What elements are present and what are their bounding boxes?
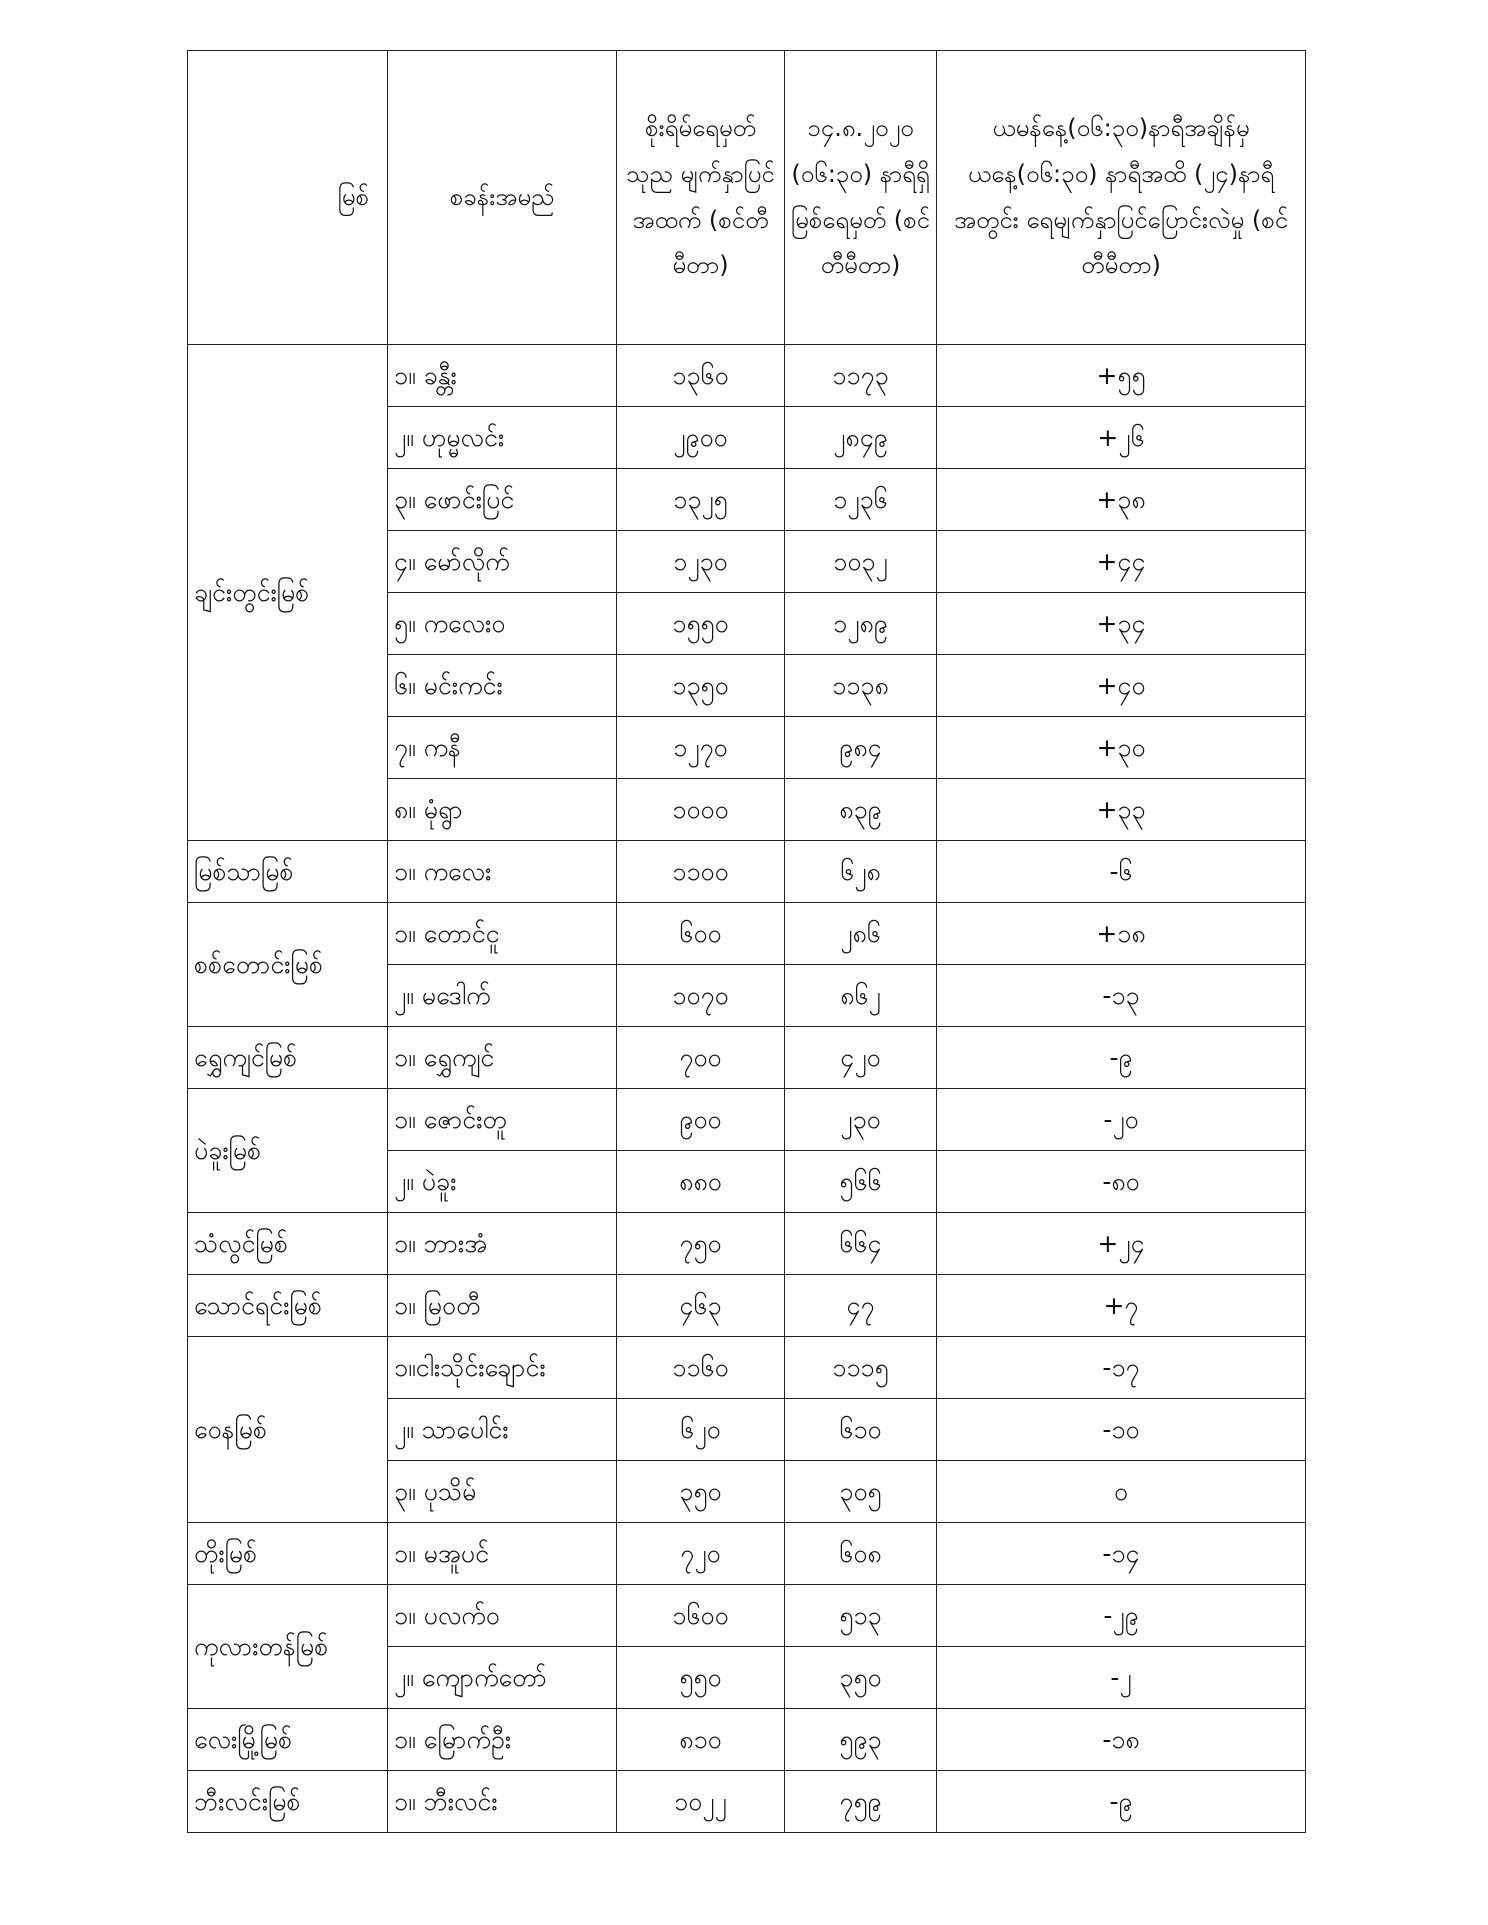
station-name-cell: ၆။ မင်းကင်း [388,655,617,717]
level-change-cell: +၄၄ [937,531,1306,593]
danger-level-cell: ၁၀၀၀ [617,779,785,841]
station-name-cell: ၁။ ရွှေကျင် [388,1027,617,1089]
danger-level-cell: ၇၂၀ [617,1523,785,1585]
table-body [188,345,1306,1833]
danger-level-cell: ၁၁၆၀ [617,1337,785,1399]
water-level-cell: ၂၃၀ [785,1089,937,1151]
level-change-cell: -၂၉ [937,1585,1306,1647]
station-name-cell: ၃။ ပုသိမ် [388,1461,617,1523]
danger-level-cell: ၁၃၆၀ [617,345,785,407]
water-level-cell: ၇၅၉ [785,1771,937,1833]
water-level-cell: ၄၇ [785,1275,937,1337]
level-change-cell: +၅၅ [937,345,1306,407]
water-level-cell: ၃၅၀ [785,1647,937,1709]
river-name-cell: မြစ်သာမြစ် [188,841,388,903]
station-name-cell: ၁။ တောင်ငူ [388,903,617,965]
level-change-cell: -၂၀ [937,1089,1306,1151]
danger-level-cell: ၈၈၀ [617,1151,785,1213]
station-name-cell: ၄။ မော်လိုက် [388,531,617,593]
header-river: မြစ် [188,51,388,345]
station-name-cell: ၅။ ကလေးဝ [388,593,617,655]
station-name-cell: ၁။ငါးသိုင်းချောင်း [388,1337,617,1399]
header-danger-level: စိုးရိမ်ရေမှတ် သုည မျက်နှာပြင် အထက် (စင်တီမီတာ) [617,51,785,345]
table-row [188,1089,1306,1151]
danger-level-cell: ၂၉၀၀ [617,407,785,469]
river-name-cell: သောင်ရင်းမြစ် [188,1275,388,1337]
table-row [188,1709,1306,1771]
header-water-level: ၁၄.၈.၂၀၂၀ (၀၆:၃၀) နာရီရှိ မြစ်ရေမှတ် (စင်တီမီတာ) [785,51,937,345]
station-name-cell: ၁။ ပလက်ဝ [388,1585,617,1647]
level-change-cell: -၁၈ [937,1709,1306,1771]
danger-level-cell: ၈၁၀ [617,1709,785,1771]
water-level-cell: ၂၈၄၉ [785,407,937,469]
water-level-cell: ၉၈၄ [785,717,937,779]
level-change-cell: -၁၇ [937,1337,1306,1399]
station-name-cell: ၁။ ခန္တီး [388,345,617,407]
table-row [188,1523,1306,1585]
danger-level-cell: ၁၀၂၂ [617,1771,785,1833]
danger-level-cell: ၇၅၀ [617,1213,785,1275]
water-level-cell: ၂၈၆ [785,903,937,965]
water-level-cell: ၆၆၄ [785,1213,937,1275]
water-level-cell: ၆၁၀ [785,1399,937,1461]
level-change-cell: +၂၄ [937,1213,1306,1275]
danger-level-cell: ၁၃၂၅ [617,469,785,531]
danger-level-cell: ၇၀၀ [617,1027,785,1089]
level-change-cell: -၆ [937,841,1306,903]
table-row [188,841,1306,903]
level-change-cell: +၃၃ [937,779,1306,841]
station-name-cell: ၂။ မဒေါက် [388,965,617,1027]
level-change-cell: -၉ [937,1027,1306,1089]
table-row [188,1337,1306,1399]
station-name-cell: ၁။ မြောက်ဦး [388,1709,617,1771]
river-name-cell: ချင်းတွင်းမြစ် [188,345,388,841]
station-name-cell: ၁။ ဇောင်းတူ [388,1089,617,1151]
river-level-table [187,50,1306,1833]
danger-level-cell: ၆၂၀ [617,1399,785,1461]
river-name-cell: ဘီးလင်းမြစ် [188,1771,388,1833]
table-row [188,1771,1306,1833]
river-name-cell: သံလွင်မြစ် [188,1213,388,1275]
water-level-cell: ၁၀၃၂ [785,531,937,593]
river-name-cell: ဝေနမြစ် [188,1337,388,1523]
level-change-cell: -၂ [937,1647,1306,1709]
danger-level-cell: ၃၅၀ [617,1461,785,1523]
danger-level-cell: ၁၅၅၀ [617,593,785,655]
water-level-cell: ၈၆၂ [785,965,937,1027]
danger-level-cell: ၁၃၅၀ [617,655,785,717]
water-level-cell: ၆၀၈ [785,1523,937,1585]
table-header [188,51,1306,345]
river-name-cell: တိုးမြစ် [188,1523,388,1585]
water-level-cell: ၆၂၈ [785,841,937,903]
river-name-cell: ကုလားတန်မြစ် [188,1585,388,1709]
table-row [188,903,1306,965]
station-name-cell: ၂။ သာပေါင်း [388,1399,617,1461]
table-row [188,1213,1306,1275]
table-row [188,1027,1306,1089]
water-level-cell: ၅၁၃ [785,1585,937,1647]
station-name-cell: ၁။ မြဝတီ [388,1275,617,1337]
level-change-cell: +၂၆ [937,407,1306,469]
level-change-cell: -၈၀ [937,1151,1306,1213]
water-level-cell: ၈၃၉ [785,779,937,841]
station-name-cell: ၈။ မုံရွာ [388,779,617,841]
river-name-cell: စစ်တောင်းမြစ် [188,903,388,1027]
water-level-cell: ၅၉၃ [785,1709,937,1771]
water-level-cell: ၁၁၇၃ [785,345,937,407]
table-row [188,1275,1306,1337]
level-change-cell: +၁၈ [937,903,1306,965]
river-name-cell: ပဲခူးမြစ် [188,1089,388,1213]
danger-level-cell: ၁၁၀၀ [617,841,785,903]
river-name-cell: လေးမြို့မြစ် [188,1709,388,1771]
level-change-cell: +၃၈ [937,469,1306,531]
danger-level-cell: ၁၀၇၀ [617,965,785,1027]
level-change-cell: +၇ [937,1275,1306,1337]
water-level-cell: ၄၂၀ [785,1027,937,1089]
water-level-cell: ၁၁၃၈ [785,655,937,717]
station-name-cell: ၃။ ဖောင်းပြင် [388,469,617,531]
water-level-cell: ၅၆၆ [785,1151,937,1213]
danger-level-cell: ၆၀၀ [617,903,785,965]
danger-level-cell: ၁၂၇၀ [617,717,785,779]
level-change-cell: +၃၀ [937,717,1306,779]
level-change-cell: ၀ [937,1461,1306,1523]
level-change-cell: -၉ [937,1771,1306,1833]
danger-level-cell: ၉၀၀ [617,1089,785,1151]
station-name-cell: ၂။ ဟုမ္မလင်း [388,407,617,469]
water-level-cell: ၁၁၁၅ [785,1337,937,1399]
danger-level-cell: ၅၅၀ [617,1647,785,1709]
station-name-cell: ၁။ ဘီးလင်း [388,1771,617,1833]
table-row [188,1585,1306,1647]
station-name-cell: ၂။ ကျောက်တော် [388,1647,617,1709]
danger-level-cell: ၄၆၃ [617,1275,785,1337]
level-change-cell: -၁၄ [937,1523,1306,1585]
station-name-cell: ၁။ ဘားအံ [388,1213,617,1275]
river-name-cell: ရွှေကျင်မြစ် [188,1027,388,1089]
water-level-cell: ၁၂၈၉ [785,593,937,655]
header-24h-change: ယမန်နေ့(၀၆:၃၀)နာရီအချိန်မှ ယနေ့(၀၆:၃၀) နာရီအထိ (၂၄)နာရီအတွင်း ရေမျက်နှာပြင်ပြောင်းလဲမှု (စင်တီမီတာ) [937,51,1306,345]
header-station: စခန်းအမည် [388,51,617,345]
header-row [188,51,1306,345]
table-row [188,345,1306,407]
station-name-cell: ၁။ မအူပင် [388,1523,617,1585]
level-change-cell: +၃၄ [937,593,1306,655]
level-change-cell: -၁၀ [937,1399,1306,1461]
level-change-cell: +၄၀ [937,655,1306,717]
danger-level-cell: ၁၂၃၀ [617,531,785,593]
water-level-cell: ၁၂၃၆ [785,469,937,531]
danger-level-cell: ၁၆၀၀ [617,1585,785,1647]
station-name-cell: ၇။ ကနီ [388,717,617,779]
station-name-cell: ၂။ ပဲခူး [388,1151,617,1213]
station-name-cell: ၁။ ကလေး [388,841,617,903]
level-change-cell: -၁၃ [937,965,1306,1027]
water-level-cell: ၃၀၅ [785,1461,937,1523]
